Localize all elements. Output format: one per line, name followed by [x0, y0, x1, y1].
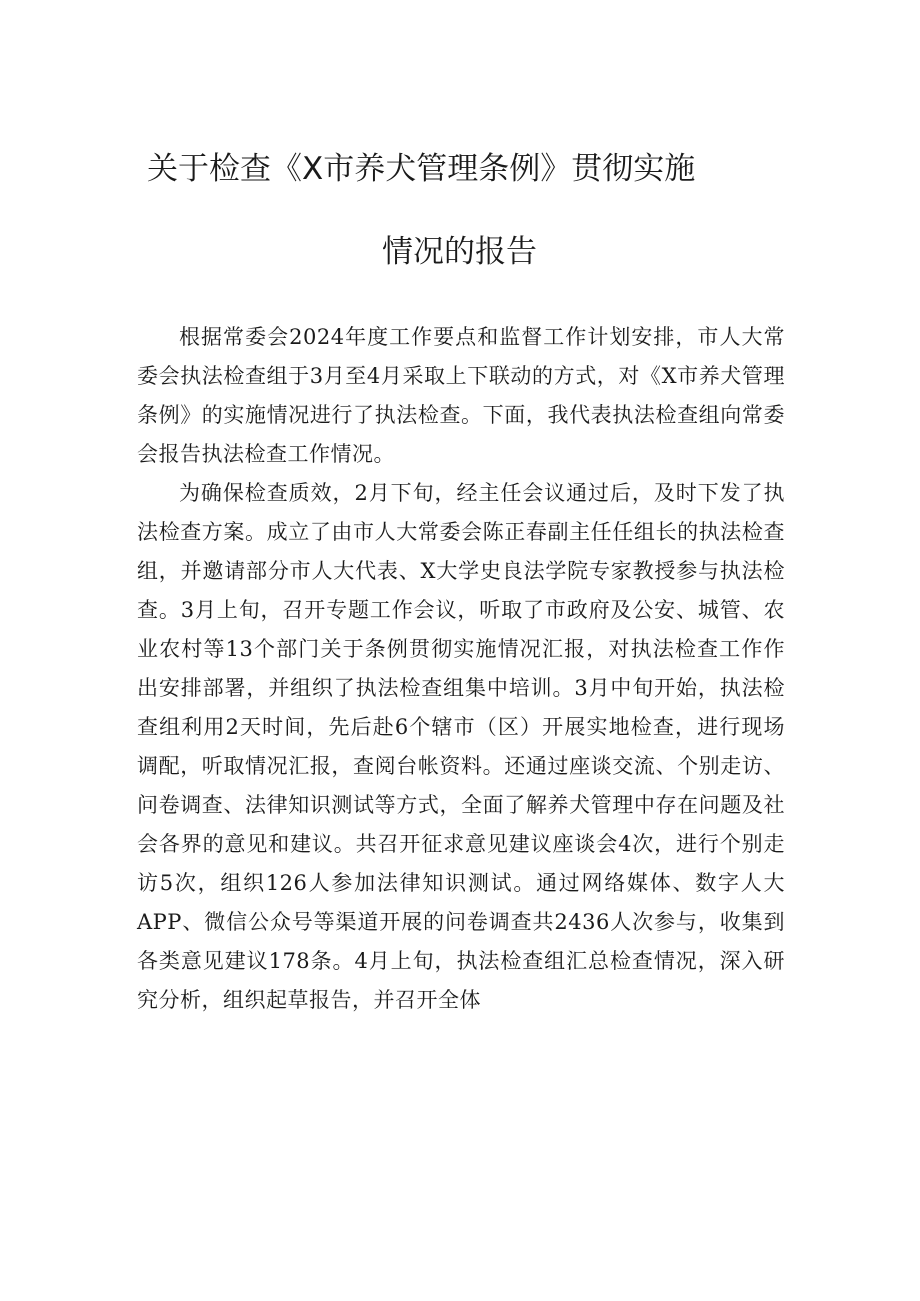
document-body — [137, 318, 785, 1020]
document-title-line-1: 关于检查《X市养犬管理条例》贯彻实施 — [147, 151, 696, 187]
document-title-line-2: 情况的报告 — [382, 234, 537, 270]
paragraph-intro: 根据常委会2024年度工作要点和监督工作计划安排，市人大常委会执法检查组于3月至4月采取上下联动的方式，对《X市养犬管理条例》的实施情况进行了执法检查。下面，我代表执法检查组向常委会报告执法检查工作情况。 — [137, 325, 785, 466]
paragraph-inspection-process: 为确保检查质效，2月下旬，经主任会议通过后，及时下发了执法检查方案。成立了由市人大常委会陈正春副主任任组长的执法检查组，并邀请部分市人大代表、X大学史良法学院专家教授参与执法检查。3月上旬，召开专题工作会议，听取了市政府及公安、城管、农业农村等13个部门关于条例贯彻实施情况汇报，对执法检查工作作出安排部署，并组织了执法检查组集中培训。3月中旬开始，执法检查组利用2天时间，先后赴6个辖市（区）开展实地检查，进行现场调配，听取情况汇报，查阅台帐资料。还通过座谈交流、个别走访、问卷调查、法律知识测试等方式，全面了解养犬管理中存在问题及社会各界的意见和建议。共召开征求意见建议座谈会4次，进行个别走访5次，组织126人参加法律知识测试。通过网络媒体、数字人大APP、微信公众号等渠道开展的问卷调查共2436人次参与，收集到各类意见建议178条。4月上旬，执法检查组汇总检查情况，深入研究分析，组织起草报告，并召开全体 — [137, 481, 785, 1012]
